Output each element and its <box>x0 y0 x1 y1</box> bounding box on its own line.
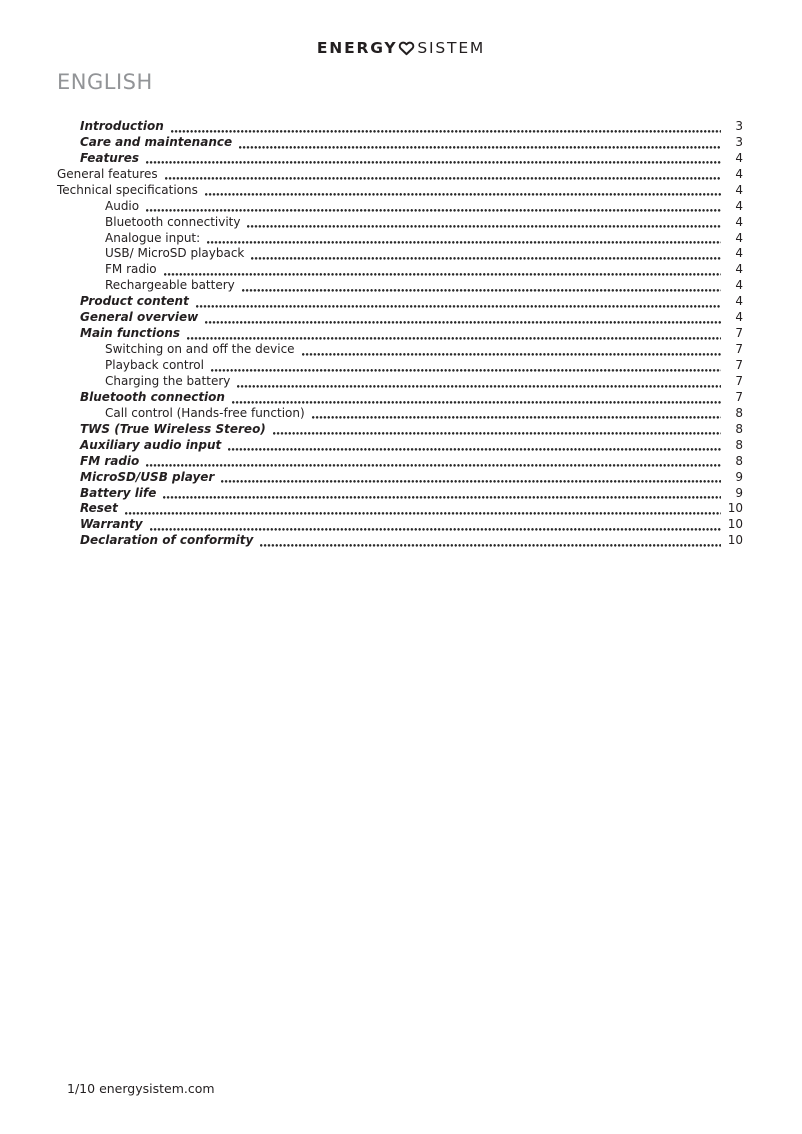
page-title: ENGLISH <box>57 70 153 94</box>
toc-entry <box>57 502 743 518</box>
toc-entry-label: Call control (Hands-free function) <box>105 405 305 420</box>
toc-dotted-leader <box>171 119 721 135</box>
toc-entry-label: Auxiliary audio input <box>80 437 222 452</box>
toc-dotted-leader <box>207 231 721 247</box>
logo-word-energy: ENERGY <box>316 39 398 57</box>
toc-dotted-leader <box>251 247 721 263</box>
toc-dotted-leader <box>196 294 721 310</box>
toc-dotted-leader <box>242 278 721 294</box>
toc-page-number: 7 <box>735 373 743 388</box>
toc-dotted-leader <box>187 326 721 342</box>
toc-entry <box>57 533 743 549</box>
toc-dotted-leader <box>205 183 721 199</box>
toc-page-number: 3 <box>735 134 743 149</box>
toc-page-number: 4 <box>735 310 743 325</box>
table-of-contents <box>57 119 743 549</box>
toc-dotted-leader <box>237 374 721 390</box>
toc-page-number: 9 <box>735 485 743 500</box>
toc-dotted-leader <box>211 358 721 374</box>
toc-dotted-leader <box>146 151 721 167</box>
website-text: energysistem.com <box>99 1081 215 1096</box>
toc-entry <box>57 278 743 294</box>
toc-dotted-leader <box>221 470 721 486</box>
toc-entry <box>57 215 743 231</box>
toc-entry <box>57 167 743 183</box>
toc-entry-label: Introduction <box>80 118 164 133</box>
toc-dotted-leader <box>164 262 721 278</box>
toc-entry-label: Features <box>80 150 139 165</box>
toc-entry <box>57 486 743 502</box>
toc-entry-label: Audio <box>105 198 140 213</box>
toc-dotted-leader <box>205 310 721 326</box>
toc-page-number: 4 <box>735 230 743 245</box>
toc-entry <box>57 358 743 374</box>
toc-entry-label: Main functions <box>80 326 181 341</box>
toc-dotted-leader <box>163 486 721 502</box>
toc-page-number: 8 <box>735 421 743 436</box>
toc-page-number: 9 <box>735 469 743 484</box>
toc-page-number: 4 <box>735 214 743 229</box>
toc-entry <box>57 231 743 247</box>
toc-entry-label: Bluetooth connectivity <box>105 214 241 229</box>
toc-page-number: 4 <box>735 182 743 197</box>
toc-entry-label: Analogue input: <box>105 230 201 245</box>
toc-page-number: 7 <box>735 358 743 373</box>
toc-entry-label: General overview <box>80 310 199 325</box>
toc-entry-label: FM radio <box>80 453 140 468</box>
toc-page-number: 3 <box>735 118 743 133</box>
toc-entry <box>57 438 743 454</box>
toc-entry-label: MicroSD/USB player <box>80 469 215 484</box>
toc-entry <box>57 310 743 326</box>
toc-page-number: 7 <box>735 342 743 357</box>
toc-entry <box>57 454 743 470</box>
toc-page-number: 4 <box>735 198 743 213</box>
toc-entry-label: Declaration of conformity <box>80 533 254 548</box>
toc-entry-label: Reset <box>80 501 118 516</box>
toc-entry <box>57 342 743 358</box>
toc-entry-label: Bluetooth connection <box>80 389 225 404</box>
toc-entry <box>57 517 743 533</box>
toc-entry <box>57 390 743 406</box>
toc-entry <box>57 406 743 422</box>
toc-entry <box>57 262 743 278</box>
toc-entry-label: Switching on and off the device <box>105 342 295 357</box>
toc-page-number: 10 <box>727 501 743 516</box>
toc-dotted-leader <box>125 502 721 518</box>
toc-entry <box>57 326 743 342</box>
logo-word-sistem: SISTEM <box>417 39 486 57</box>
toc-entry-label: USB/ MicroSD playback <box>105 246 245 261</box>
toc-entry <box>57 374 743 390</box>
toc-entry-label: TWS (True Wireless Stereo) <box>80 421 266 436</box>
toc-dotted-leader <box>312 406 721 422</box>
toc-page-number: 4 <box>735 246 743 261</box>
toc-page-number: 4 <box>735 166 743 181</box>
toc-dotted-leader <box>146 454 721 470</box>
toc-entry-label: Charging the battery <box>105 373 231 388</box>
toc-entry-label: Battery life <box>80 485 157 500</box>
toc-page-number: 7 <box>735 326 743 341</box>
toc-page-number: 8 <box>735 405 743 420</box>
toc-entry <box>57 470 743 486</box>
toc-entry-label: General features <box>57 166 158 181</box>
toc-page-number: 7 <box>735 389 743 404</box>
toc-entry <box>57 199 743 215</box>
toc-page-number: 4 <box>735 294 743 309</box>
toc-entry-label: Rechargeable battery <box>105 278 235 293</box>
toc-entry <box>57 422 743 438</box>
toc-entry-label: Product content <box>80 294 189 309</box>
page-number: 1/10 <box>67 1081 96 1096</box>
toc-entry-label: Technical specifications <box>57 182 198 197</box>
toc-page-number: 4 <box>735 150 743 165</box>
toc-entry <box>57 183 743 199</box>
toc-dotted-leader <box>165 167 721 183</box>
toc-dotted-leader <box>146 199 721 215</box>
toc-page-number: 4 <box>735 262 743 277</box>
page-footer <box>67 1081 215 1096</box>
toc-page-number: 10 <box>727 533 743 548</box>
toc-entry-label: FM radio <box>105 262 157 277</box>
brand-logo <box>0 39 802 57</box>
toc-page-number: 8 <box>735 437 743 452</box>
toc-dotted-leader <box>232 390 721 406</box>
toc-dotted-leader <box>302 342 721 358</box>
toc-entry <box>57 294 743 310</box>
toc-entry <box>57 247 743 263</box>
toc-dotted-leader <box>228 438 721 454</box>
toc-dotted-leader <box>150 517 721 533</box>
toc-dotted-leader <box>239 135 721 151</box>
toc-dotted-leader <box>260 533 721 549</box>
toc-entry-label: Care and maintenance <box>80 134 233 149</box>
toc-entry <box>57 119 743 135</box>
toc-page-number: 8 <box>735 453 743 468</box>
heart-icon <box>398 40 415 56</box>
toc-page-number: 10 <box>727 517 743 532</box>
toc-dotted-leader <box>273 422 721 438</box>
toc-entry-label: Warranty <box>80 517 143 532</box>
toc-entry-label: Playback control <box>105 358 204 373</box>
toc-page-number: 4 <box>735 278 743 293</box>
toc-entry <box>57 151 743 167</box>
toc-dotted-leader <box>247 215 721 231</box>
toc-entry <box>57 135 743 151</box>
